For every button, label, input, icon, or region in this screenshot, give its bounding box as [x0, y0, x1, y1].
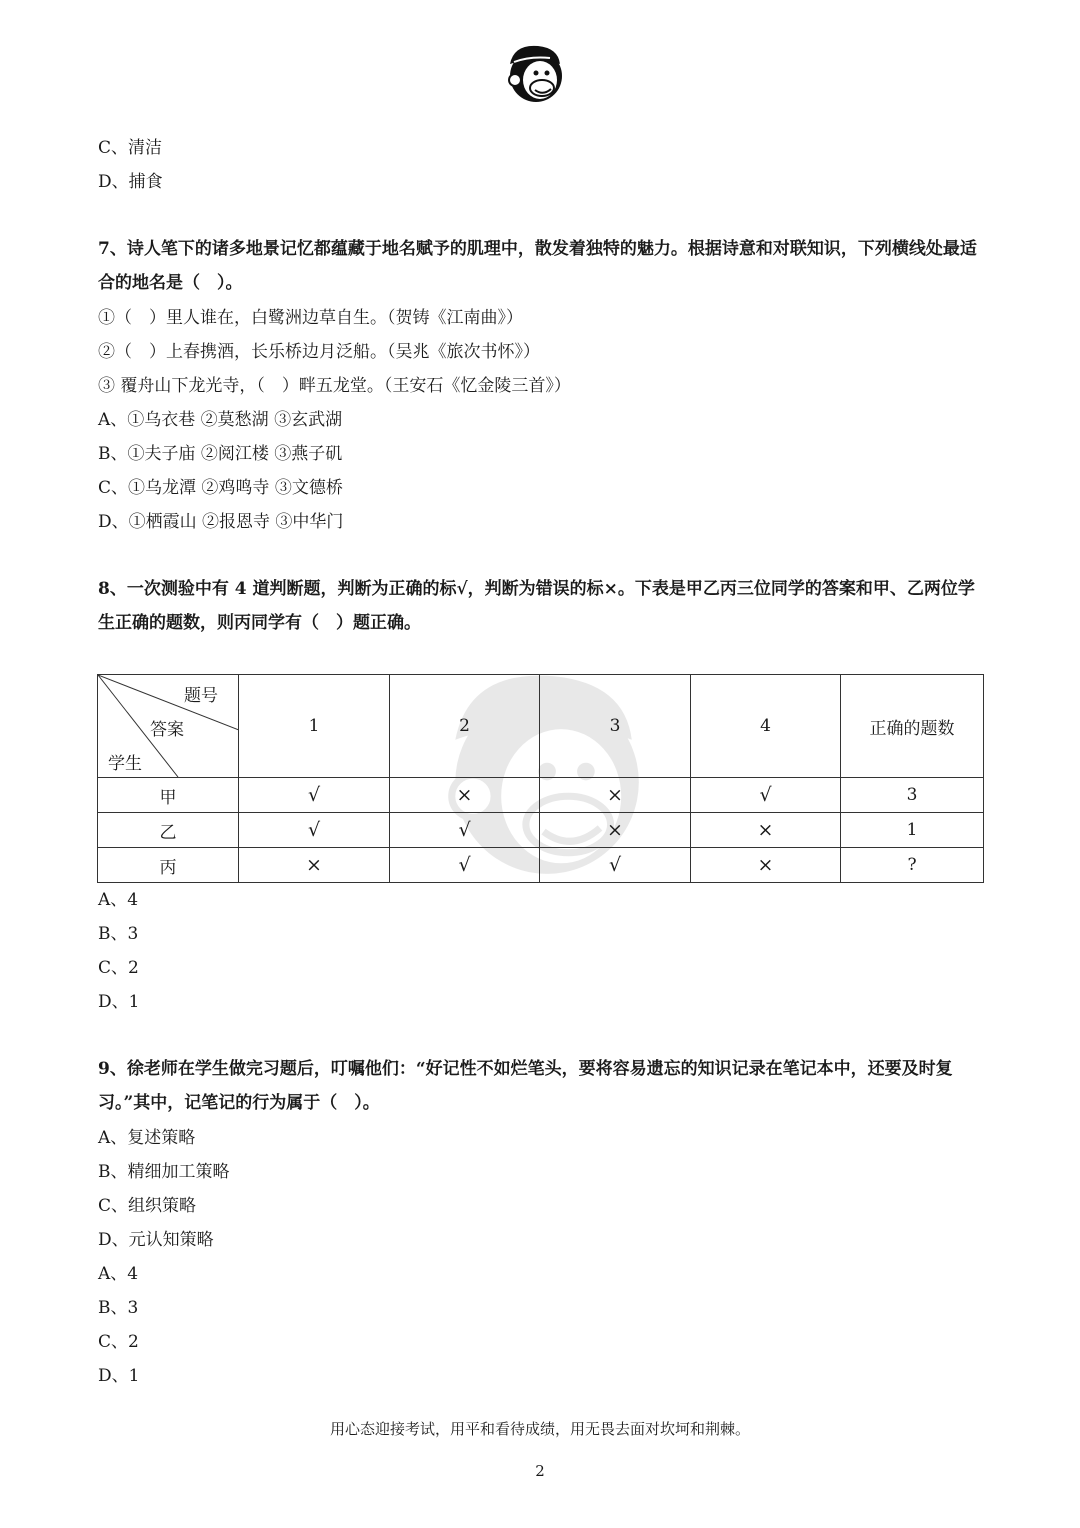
- question-9-title: 9、徐老师在学生做完习题后，叮嘱他们：“好记性不如烂笔头，要将容易遗忘的知识记录在笔记本中，还要及时复习。”其中，记笔记的行为属于（ ）。: [98, 1059, 953, 1113]
- column-header: 2: [390, 675, 540, 778]
- page-number: 2: [535, 1462, 545, 1480]
- answer-table: [97, 674, 984, 883]
- q9-extra-option-c: C、2: [98, 1332, 139, 1352]
- q9-extra-option-b: B、3: [98, 1298, 139, 1318]
- q8-option-d: D、1: [98, 992, 140, 1012]
- student-name: 丙: [98, 848, 239, 883]
- option-d: D、捕食: [98, 172, 163, 192]
- option-c: C、清洁: [98, 138, 163, 158]
- answer-mark: ×: [540, 813, 691, 848]
- table-header-row: [98, 675, 984, 778]
- q8-option-c: C、2: [98, 958, 139, 978]
- student-name: 乙: [98, 813, 239, 848]
- question-8-title: 8、一次测验中有 4 道判断题，判断为正确的标√，判断为错误的标×。下表是甲乙丙三位同学的答案和甲、乙两位学生正确的题数，则丙同学有（ ）题正确。: [98, 579, 975, 633]
- column-header: 1: [239, 675, 390, 778]
- answer-mark: √: [390, 813, 540, 848]
- correct-count: 3: [841, 778, 984, 813]
- q9-extra-option-a: A、4: [98, 1264, 139, 1284]
- q7-option-c: C、①乌龙潭 ②鸡鸣寺 ③文德桥: [98, 478, 343, 498]
- correct-count: 1: [841, 813, 984, 848]
- q7-option-a: A、①乌衣巷 ②莫愁湖 ③玄武湖: [98, 410, 343, 430]
- q8-option-b: B、3: [98, 924, 139, 944]
- q8-option-a: A、4: [98, 890, 139, 910]
- answer-mark: √: [390, 848, 540, 883]
- answer-mark: √: [239, 813, 390, 848]
- column-header: 4: [691, 675, 841, 778]
- monkey-logo-icon: [500, 38, 568, 106]
- q7-line-1: ①（ ）里人谁在，白鹭洲边草自生。（贺铸《江南曲》）: [98, 308, 523, 328]
- answer-mark: √: [239, 778, 390, 813]
- student-name: 甲: [98, 778, 239, 813]
- q7-option-d: D、①栖霞山 ②报恩寺 ③中华门: [98, 512, 344, 532]
- q9-option-a: A、复述策略: [98, 1128, 196, 1148]
- answer-mark: ×: [390, 778, 540, 813]
- q9-option-b: B、精细加工策略: [98, 1162, 230, 1182]
- q9-option-c: C、组织策略: [98, 1196, 197, 1216]
- q9-extra-option-d: D、1: [98, 1366, 140, 1386]
- corner-label-question: 题号: [184, 686, 218, 706]
- answer-mark: ×: [691, 848, 841, 883]
- column-header: 3: [540, 675, 691, 778]
- answer-mark: ×: [540, 778, 691, 813]
- answer-mark: √: [540, 848, 691, 883]
- footer-motto: 用心态迎接考试，用平和看待成绩，用无畏去面对坎坷和荆棘。: [329, 1420, 750, 1438]
- table-corner-cell: [98, 675, 239, 778]
- answer-mark: ×: [691, 813, 841, 848]
- answer-mark: ×: [239, 848, 390, 883]
- q7-option-b: B、①夫子庙 ②阅江楼 ③燕子矶: [98, 444, 343, 464]
- table-row: [98, 778, 984, 813]
- question-7-title: 7、诗人笔下的诸多地景记忆都蕴藏于地名赋予的肌理中，散发着独特的魅力。根据诗意和对联知识，下列横线处最适合的地名是（ ）。: [98, 239, 977, 293]
- q7-line-3: ③ 覆舟山下龙光寺，（ ）畔五龙堂。（王安石《忆金陵三首》）: [98, 376, 571, 396]
- column-header: 正确的题数: [841, 675, 984, 778]
- q9-option-d: D、元认知策略: [98, 1230, 214, 1250]
- table-row: [98, 848, 984, 883]
- answer-mark: √: [691, 778, 841, 813]
- corner-label-student: 学生: [108, 754, 142, 774]
- q7-line-2: ②（ ）上春携酒，长乐桥边月泛船。（吴兆《旅次书怀》）: [98, 342, 540, 362]
- correct-count: ?: [841, 848, 984, 883]
- table-row: [98, 813, 984, 848]
- corner-label-answer: 答案: [150, 720, 184, 740]
